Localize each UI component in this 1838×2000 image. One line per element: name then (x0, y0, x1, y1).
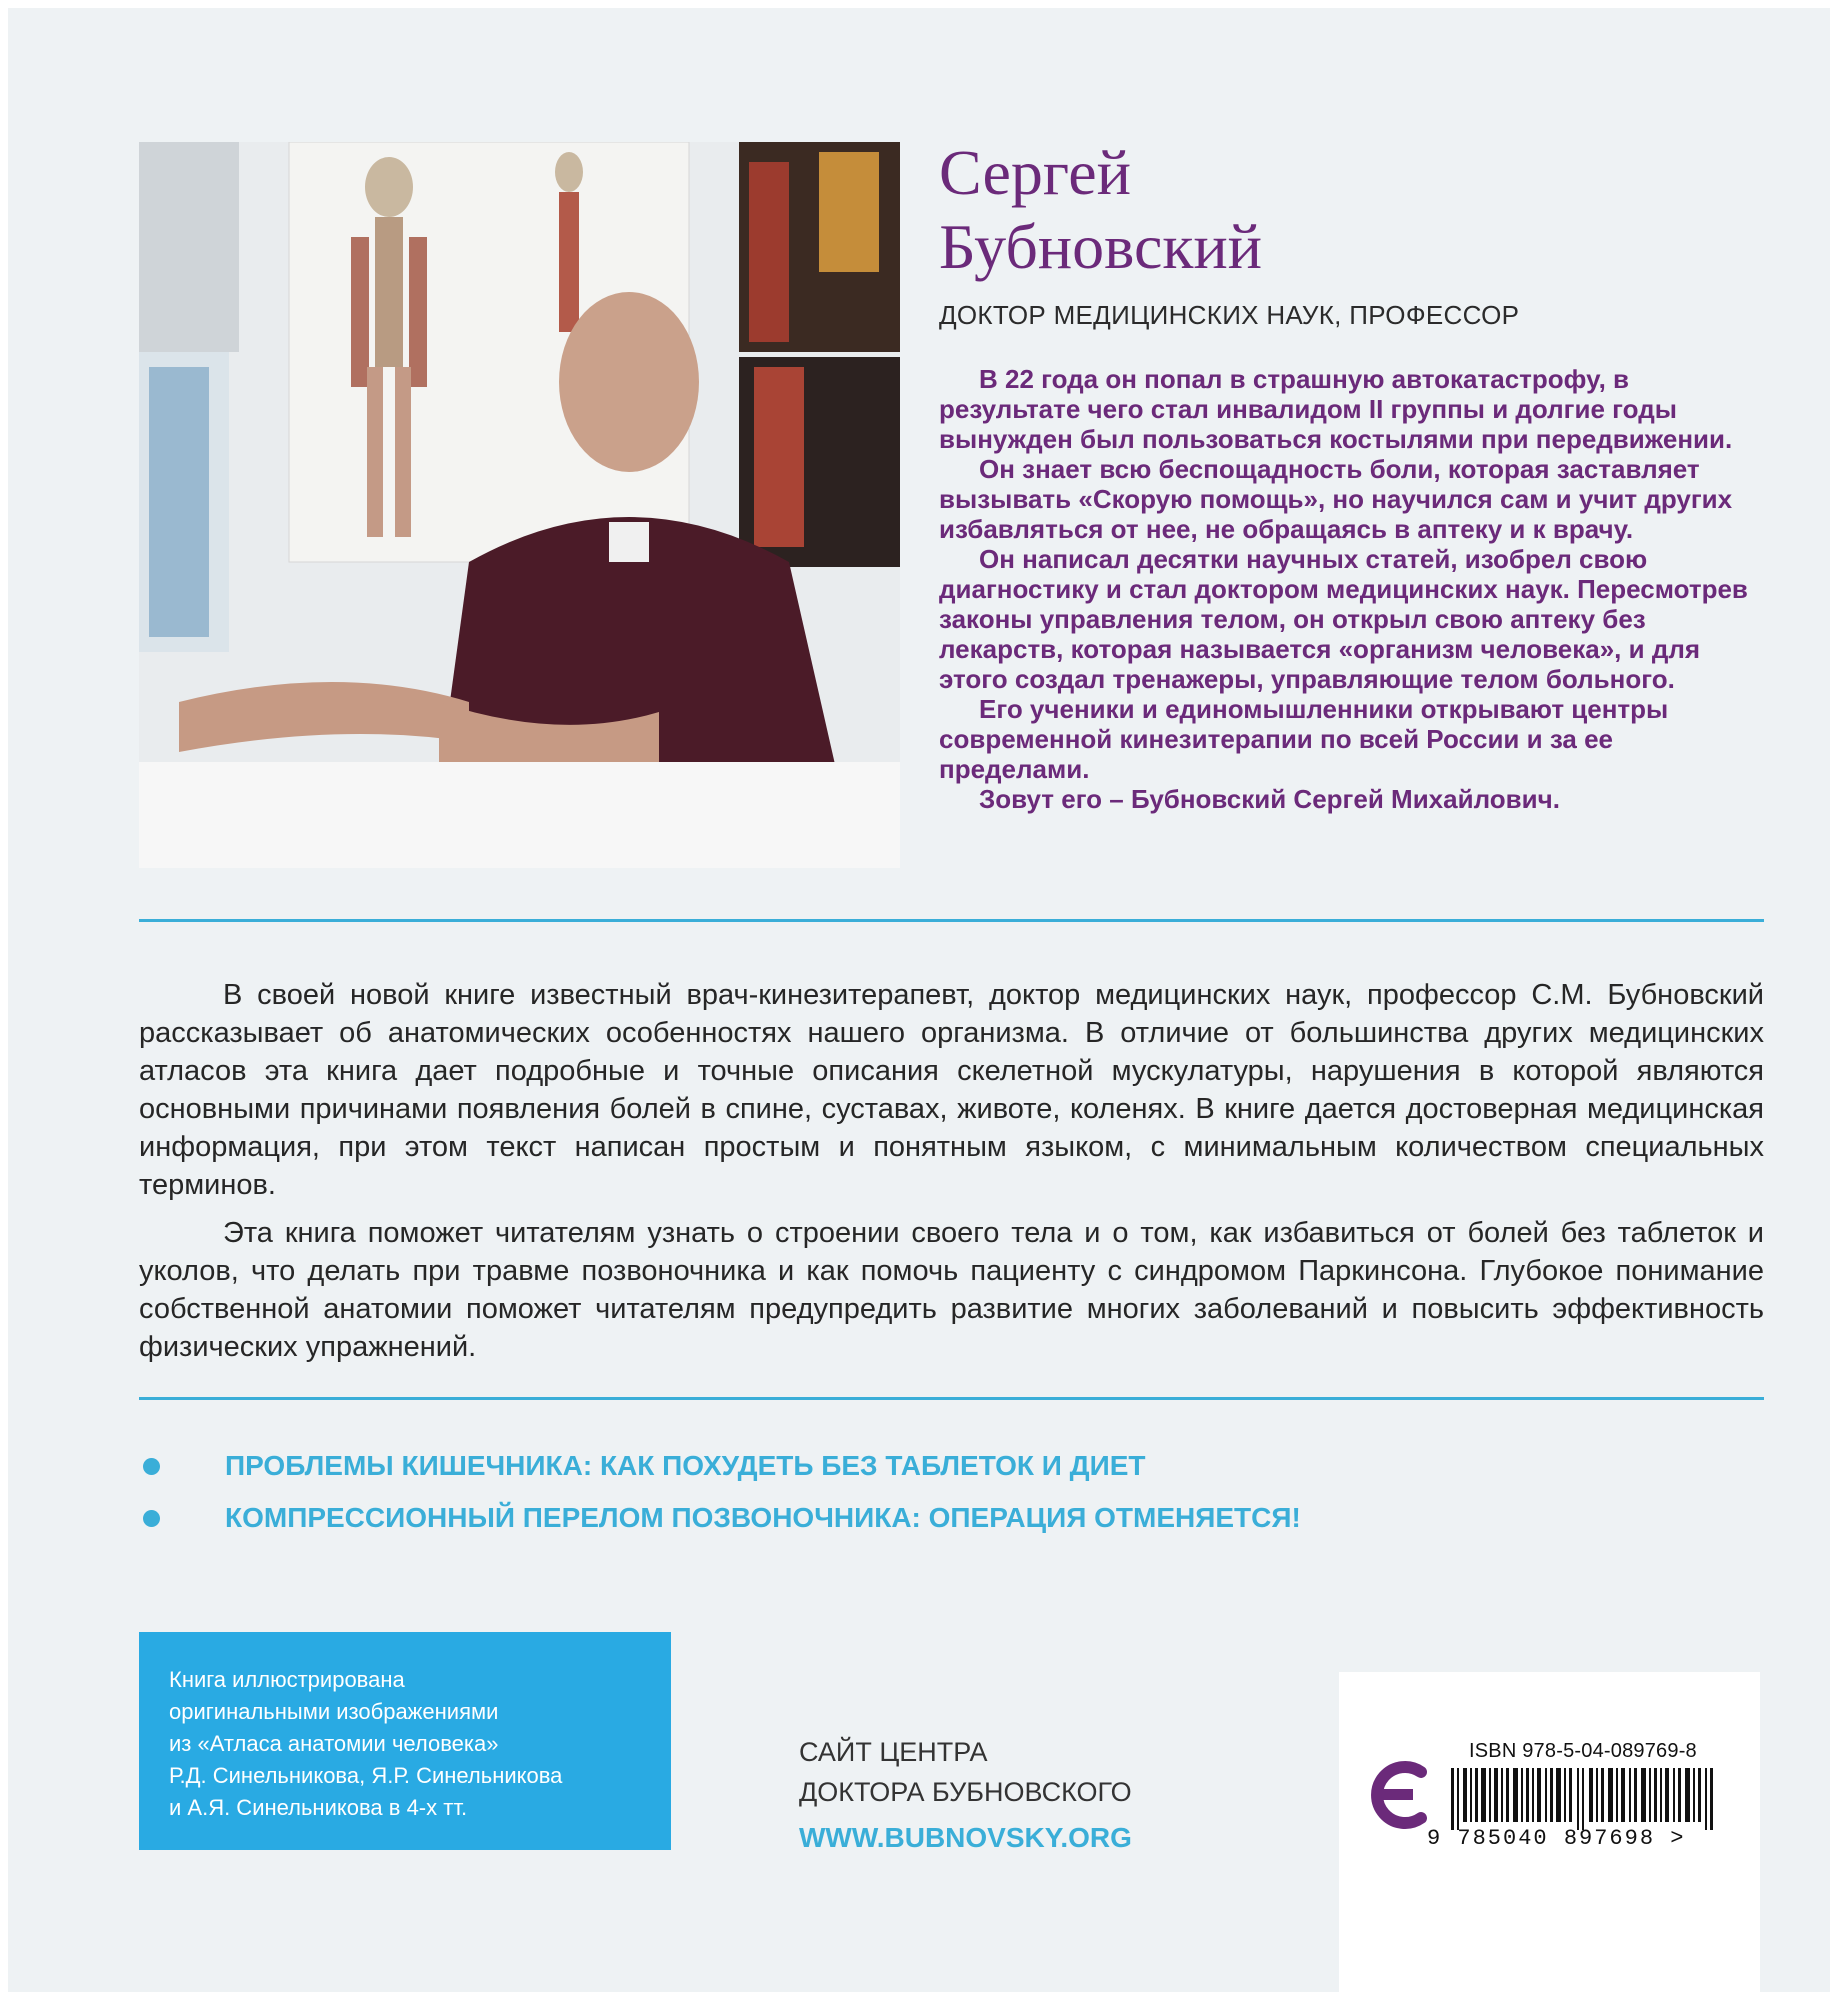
author-last-name: Бубновский (939, 211, 1262, 282)
description-paragraph: В своей новой книге известный врач-кинезитерапевт, доктор медицинских наук, профессор С.М. Бубновский рассказывает об анатомических особенностях нашего организма. В отличие от большинства других медицинских атласов эта книга дает подробные и точные описания скелетной мускулатуры, нарушения в которой являются основными причинами появления болей в спине, суставах, животе, коленях. В книге дается достоверная медицинская информация, при этом текст написан простым и понятным языком, с минимальным количеством специальных терминов. (139, 979, 1764, 1201)
divider-line (139, 919, 1764, 922)
bio-paragraph: Зовут его – Бубновский Сергей Михайлович. (979, 784, 1560, 814)
highlight-text: ПРОБЛЕМЫ КИШЕЧНИКА: КАК ПОХУДЕТЬ БЕЗ ТАБЛЕТОК И ДИЕТ (225, 1450, 1146, 1481)
author-title: ДОКТОР МЕДИЦИНСКИХ НАУК, ПРОФЕССОР (939, 300, 1520, 330)
isbn-text: ISBN 978-5-04-089769-8 (1469, 1740, 1697, 1762)
publisher-logo-icon (1363, 1750, 1433, 1840)
author-photo (139, 142, 900, 868)
bullet-dot-icon (143, 1510, 160, 1527)
website-block (799, 1732, 1219, 1858)
bullet-dot-icon (143, 1458, 160, 1475)
book-description (139, 976, 1764, 1376)
site-label-line: ДОКТОРА БУБНОВСКОГО (799, 1777, 1132, 1807)
bio-paragraph: В 22 года он попал в страшную автокатастрофу, в результате чего стал инвалидом II группы и долгие годы вынужден был пользоваться костылями при передвижении. (939, 364, 1733, 454)
bio-paragraph: Он написал десятки научных статей, изобрел свою диагностику и стал доктором медицинских наук. Пересмотрев законы управления телом, он открыл свою аптеку без лекарств, которая называется «организм человека», и для этого создал тренажеры, управляющие телом больного. (939, 544, 1748, 694)
note-line: из «Атласа анатомии человека» (169, 1731, 499, 1756)
note-line: и А.Я. Синельникова в 4-х тт. (169, 1795, 468, 1820)
site-label-line: САЙТ ЦЕНТРА (799, 1737, 988, 1767)
author-first-name: Сергей (939, 137, 1131, 208)
list-item (139, 1498, 1764, 1550)
bio-paragraph: Он знает всю беспощадность боли, которая заставляет вызывать «Скорую помощь», но научился сам и учит других избавляться от нее, не обращаясь в аптеку и к врачу. (939, 454, 1733, 544)
barcode-icon (1451, 1768, 1731, 1830)
author-bio (939, 364, 1769, 814)
description-paragraph: Эта книга поможет читателям узнать о строении своего тела и о том, как избавиться от болей без таблеток и уколов, что делать при травме позвоночника и как помочь пациенту с синдромом Паркинсона. Глубокое понимание собственной анатомии поможет читателям предупредить развитие многих заболеваний и повысить эффективность физических упражнений. (139, 1217, 1764, 1363)
divider-line (139, 1397, 1764, 1400)
note-line: Р.Д. Синельникова, Я.Р. Синельникова (169, 1763, 563, 1788)
barcode-digits: 9 785040 897698 > (1427, 1826, 1686, 1851)
list-item (139, 1446, 1764, 1498)
barcode-panel (1339, 1672, 1760, 2000)
book-back-cover (8, 8, 1830, 1992)
bio-paragraph: Его ученики и единомышленники открывают центры современной кинезитерапии по всей России и за ее пределами. (939, 694, 1669, 784)
note-line: Книга иллюстрирована (169, 1667, 405, 1692)
highlight-text: КОМПРЕССИОННЫЙ ПЕРЕЛОМ ПОЗВОНОЧНИКА: ОПЕРАЦИЯ ОТМЕНЯЕТСЯ! (225, 1502, 1301, 1533)
author-name (939, 136, 1759, 284)
highlights-list (139, 1446, 1764, 1550)
illustration-note-box (139, 1632, 671, 1850)
website-link[interactable]: WWW.BUBNOVSKY.ORG (799, 1822, 1132, 1853)
author-photo-illustration (139, 142, 900, 868)
note-line: оригинальными изображениями (169, 1699, 499, 1724)
